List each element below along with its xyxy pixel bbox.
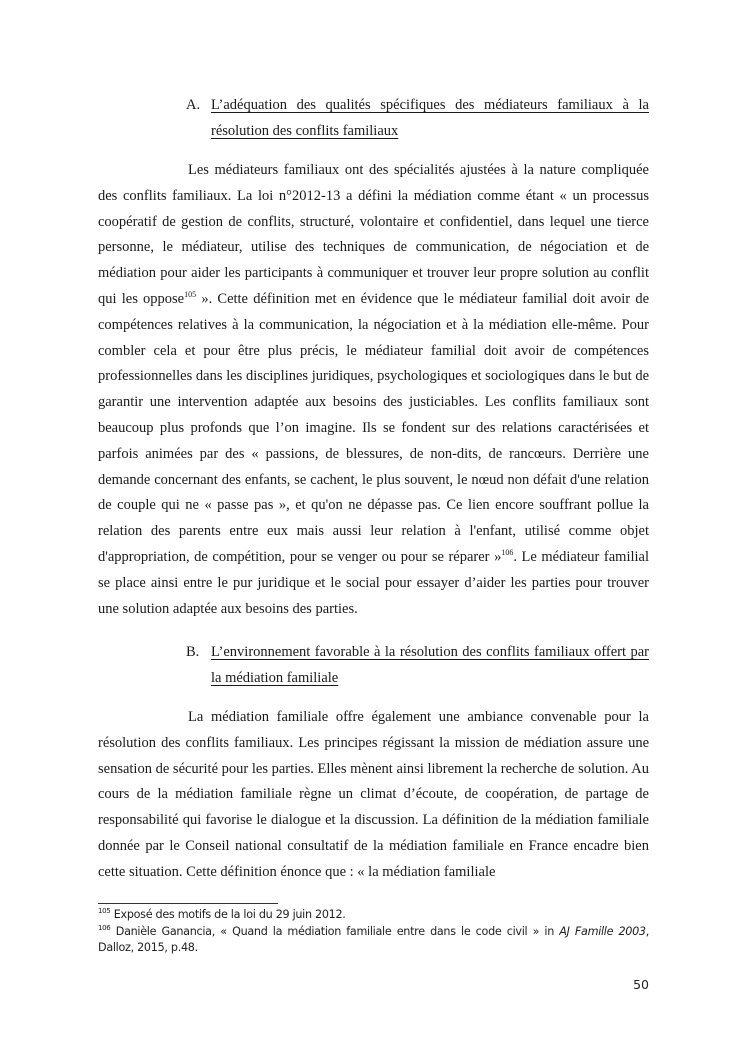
paragraph-text: La médiation familiale offre également une ambiance convenable pour la résolution des conflits familiaux. Les principes régissant la mission de médiation assure une sensation de sécurité pour les parties. Elles mènent ainsi librement la recherche de solution. Au cours de la médiation familiale règne un climat d’écoute, de coopération, de partage de responsabilité qui favorise le dialogue et la discussion. La définition de la médiation familiale donnée par le Conseil national consultatif de la médiation familiale en France encadre bien cette situation. Cette définition énonce que : « la médiation familiale <box>98 709 649 880</box>
section-title: L’environnement favorable à la résolution des conflits familiaux offert par la médiation familiale <box>211 644 649 686</box>
page-number: 50 <box>633 977 649 992</box>
body-paragraph <box>98 158 649 622</box>
body-paragraph <box>98 705 649 886</box>
footnote-number: 105 <box>98 907 111 915</box>
footnote-separator <box>98 903 278 904</box>
section-letter: A. <box>186 97 201 113</box>
section-heading-a <box>186 92 649 144</box>
footnote-text: Danièle Ganancia, « Quand la médiation familiale entre dans le code civil » in <box>115 924 560 938</box>
footnote <box>98 924 649 957</box>
footnote-number: 106 <box>98 923 111 932</box>
paragraph-text: . Le médiateur familial se place ainsi entre le pur juridique et le social pour essayer d’aider les parties pour trouver une solution adaptée aux besoins des parties. <box>98 548 649 617</box>
section-heading-b <box>186 639 649 691</box>
footnotes <box>98 907 649 957</box>
footnote-source-title: AJ Famille 2003 <box>559 924 646 938</box>
footnote <box>98 907 649 924</box>
section-title: L’adéquation des qualités spécifiques des médiateurs familiaux à la résolution des conflits familiaux <box>211 97 649 139</box>
footnote-reference[interactable]: 105 <box>184 289 197 299</box>
paragraph-text: ». Cette définition met en évidence que le médiateur familial doit avoir de compétences relatives à la communication, la négociation et à la médiation elle-même. Pour combler cela et pour être plus précis, le médiateur familial doit avoir de compétences professionnelles dans les disciplines juridiques, psychologiques et sociologiques dans le but de garantir une intervention adaptée aux besoins des justiciables. Les conflits familiaux sont beaucoup plus profonds que l’on imagine. Ils se fondent sur des relations caractérisées et parfois animées par des « passions, de blessures, de non-dits, de rancœurs. Derrière une demande concernant des enfants, se cachent, le plus souvent, le nœud non défait d'une relation de couple qui ne « passe pas », et qu'on ne dépasse pas. Ce lien encore souffrant pollue la relation des parents entre eux mais aussi leur relation à l'enfant, utilisé comme objet d'appropriation, de compétition, pour se venger ou pour se réparer » <box>98 290 650 565</box>
footnote-text: , Dalloz, 2015, p.48. <box>98 924 650 954</box>
footnote-reference[interactable]: 106 <box>501 547 514 557</box>
footnote-text: Exposé des motifs de la loi du 29 juin 2012. <box>113 908 346 921</box>
paragraph-text: Les médiateurs familiaux ont des spécialités ajustées à la nature compliquée des conflits familiaux. La loi n°2012-13 a défini la médiation comme étant « un processus coopératif de gestion de conflits, structuré, volontaire et confidentiel, dans lequel une tierce personne, le médiateur, utilise des techniques de communication, de négociation et de médiation pour aider les participants à communiquer et trouver leur propre solution au conflit qui les oppose <box>98 162 649 307</box>
section-letter: B. <box>186 644 200 660</box>
